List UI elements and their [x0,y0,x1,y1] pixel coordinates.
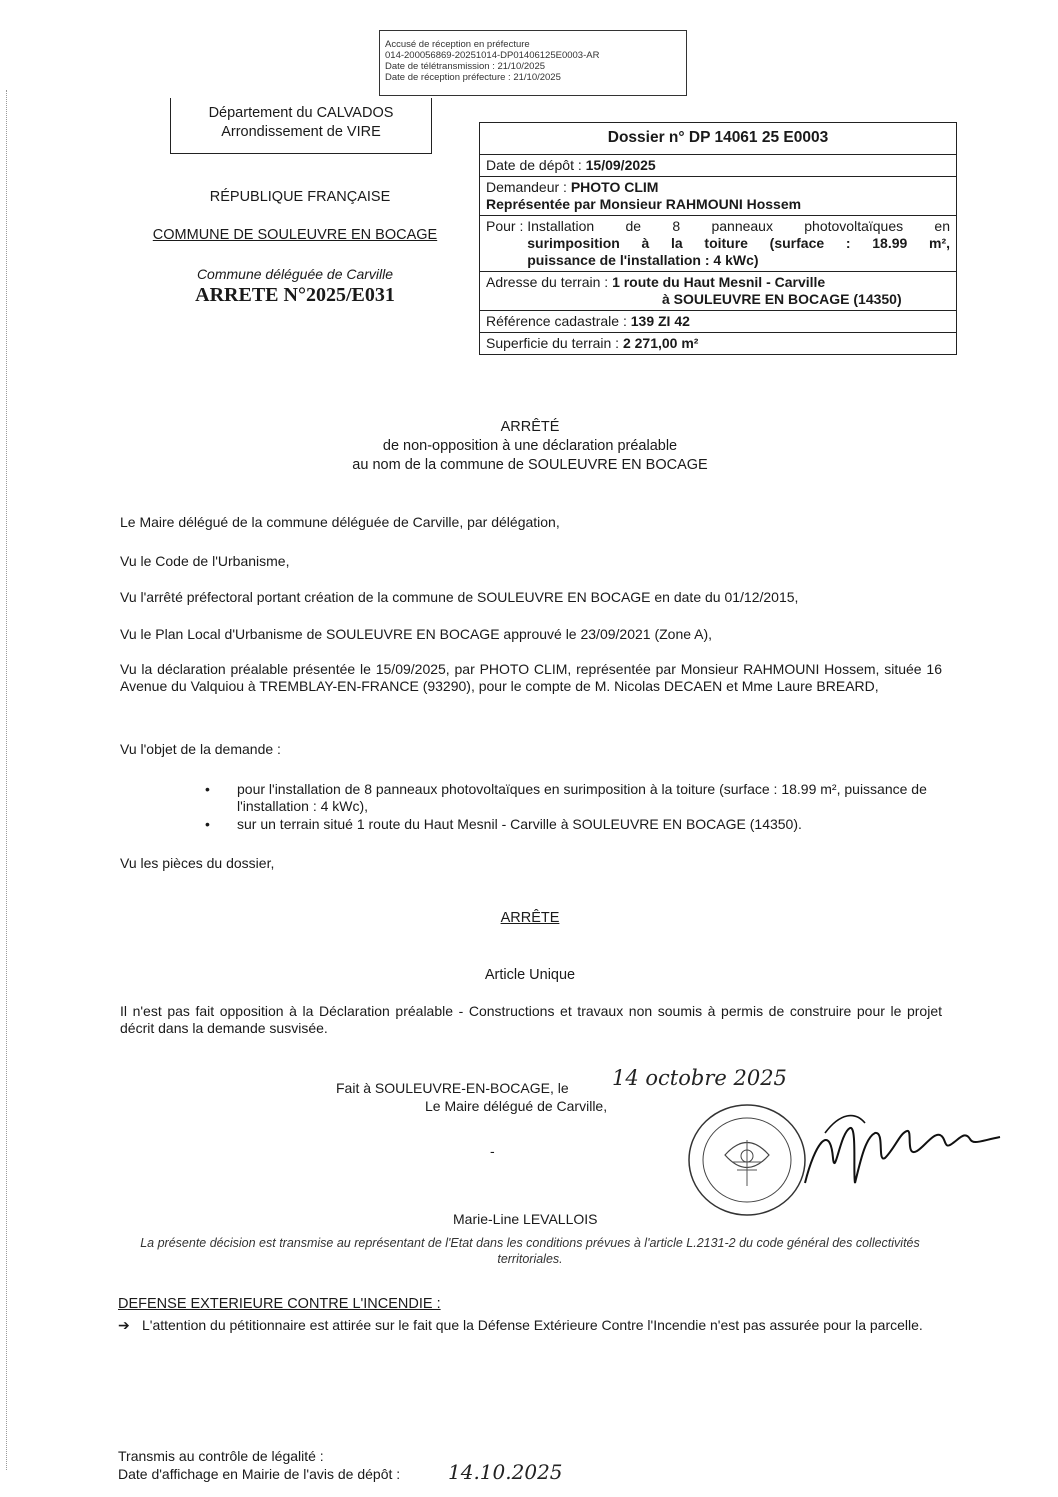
arrete-heading: ARRÊTE [500,910,560,926]
date-label: Date de dépôt : [486,157,586,173]
scan-edge [6,90,7,1470]
official-seal [685,1100,810,1220]
vu-code: Vu le Code de l'Urbanisme, [120,553,290,569]
receipt-line-1: Accusé de réception en préfecture [385,39,530,50]
list-item [205,816,945,833]
pour-label: Pour : [486,218,528,234]
list-item [205,781,945,815]
receipt-stamp [379,30,687,96]
receipt-line-4: Date de réception préfecture : 21/10/2025 [385,72,561,83]
defense-title: DEFENSE EXTERIEURE CONTRE L'INCENDIE : [118,1296,441,1312]
vu-pieces: Vu les pièces du dossier, [120,855,275,871]
adresse-label: Adresse du terrain : [486,274,613,290]
article-heading: Article Unique [484,967,576,983]
adresse-line-1: 1 route du Haut Mesnil - Carville [612,274,826,290]
superficie-label: Superficie du terrain : [486,335,623,351]
maire-line: Le Maire délégué de la commune déléguée de Carville, par délégation, [120,514,560,530]
receipt-line-2: 014-200056869-20251014-DP01406125E0003-AR [385,50,600,61]
footer-transmis: Transmis au contrôle de légalité : [118,1448,324,1464]
department-box [170,98,432,154]
pour-bold-1: surimposition à la toiture (surface : 18.99 m², [527,235,950,251]
decision-title-3: au nom de la commune de SOULEUVRE EN BOCAGE [352,457,708,473]
decision-title-1: ARRÊTÉ [500,419,560,435]
arrow-icon: ➔ [118,1317,130,1333]
dossier-table [479,122,957,355]
bullet-icon: • [205,816,210,832]
footer-affichage-clip [118,1464,438,1497]
handwritten-signature [795,1103,1005,1198]
commune-title: COMMUNE DE SOULEUVRE EN BOCAGE [152,227,438,243]
defense-paragraph [118,1316,946,1334]
demandeur-value: PHOTO CLIM [570,179,659,195]
bullet-text: sur un terrain situé 1 route du Haut Mesnil - Carville à SOULEUVRE EN BOCAGE (14350). [237,816,802,832]
receipt-line-3: Date de télétransmission : 21/10/2025 [385,61,546,72]
footer-handwritten-date: 14.10.2025 [448,1460,563,1484]
dossier-ref-row [480,310,956,332]
dossier-adresse-row [480,271,956,310]
dossier-title: Dossier n° DP 14061 25 E0003 [607,129,829,146]
decision-title [200,418,860,475]
superficie-value: 2 271,00 m² [622,335,699,351]
pour-text: Installation de 8 panneaux photovoltaïques en [527,218,950,234]
commune-deleguee: Commune déléguée de Carville [196,266,394,282]
defense-text: L'attention du pétitionnaire est attirée sur le fait que la Défense Extérieure Contre l'Incendie n'est pas assurée pour la parcelle. [142,1317,923,1333]
vu-arrete-prefectoral: Vu l'arrêté préfectoral portant création de la commune de SOULEUVRE EN BOCAGE en date du 01/12/2015, [120,589,799,605]
arrete-number: ARRETE N°2025/E031 [195,284,395,306]
vu-declaration: Vu la déclaration préalable présentée le 15/09/2025, par PHOTO CLIM, représentée par Monsieur RAHMOUNI Hossem, située 16 Avenue du Valquiou à TREMBLAY-EN-FRANCE (93290), pour le compte de M. Nicolas DECAEN et Mme Laure BREARD, [120,661,942,694]
adresse-line-2: à SOULEUVRE EN BOCAGE (14350) [662,291,902,307]
dossier-date-row [480,154,956,176]
dossier-superficie-row [480,332,956,354]
ref-label: Référence cadastrale : [486,313,631,329]
demandeur-label: Demandeur : [486,179,571,195]
vu-objet: Vu l'objet de la demande : [120,741,281,757]
maire-signature-title: Le Maire délégué de Carville, [425,1098,608,1114]
dossier-demandeur-row [480,176,956,215]
footer-affichage: Date d'affichage en Mairie de l'avis de dépôt : [118,1466,401,1482]
transmission-note: La présente décision est transmise au représentant de l'Etat dans les conditions prévues à l'article L.2131-2 du code général des collectivités territoriales. [140,1236,920,1266]
represente-par: Représentée par Monsieur RAHMOUNI Hossem [486,196,802,212]
vu-plu: Vu le Plan Local d'Urbanisme de SOULEUVRE EN BOCAGE approuvé le 23/09/2021 (Zone A), [120,626,713,642]
signature-dash: - [490,1143,495,1159]
bullet-icon: • [205,781,210,797]
date-value: 15/09/2025 [585,157,656,173]
signatory-name: Marie-Line LEVALLOIS [453,1211,598,1227]
department-name: Département du CALVADOS [208,105,394,121]
decision-title-2: de non-opposition à une déclaration préalable [382,438,678,454]
article-text: Il n'est pas fait opposition à la Déclaration préalable - Constructions et travaux non soumis à permis de construire pour le projet décrit dans la demande susvisée. [120,1003,942,1036]
arrondissement-name: Arrondissement de VIRE [221,124,381,140]
pour-bold-2: puissance de l'installation : 4 kWc) [527,252,759,268]
dossier-pour-row [480,215,956,271]
ref-value: 139 ZI 42 [630,313,690,329]
fait-a: Fait à SOULEUVRE-EN-BOCAGE, le [336,1080,569,1096]
handwritten-date: 14 octobre 2025 [612,1066,787,1090]
republic-title: RÉPUBLIQUE FRANÇAISE [209,189,391,205]
bullet-text: pour l'installation de 8 panneaux photovoltaïques en surimposition à la toiture (surface : 18.99 m², puissance de l'installation : 4 kWc), [237,781,927,814]
